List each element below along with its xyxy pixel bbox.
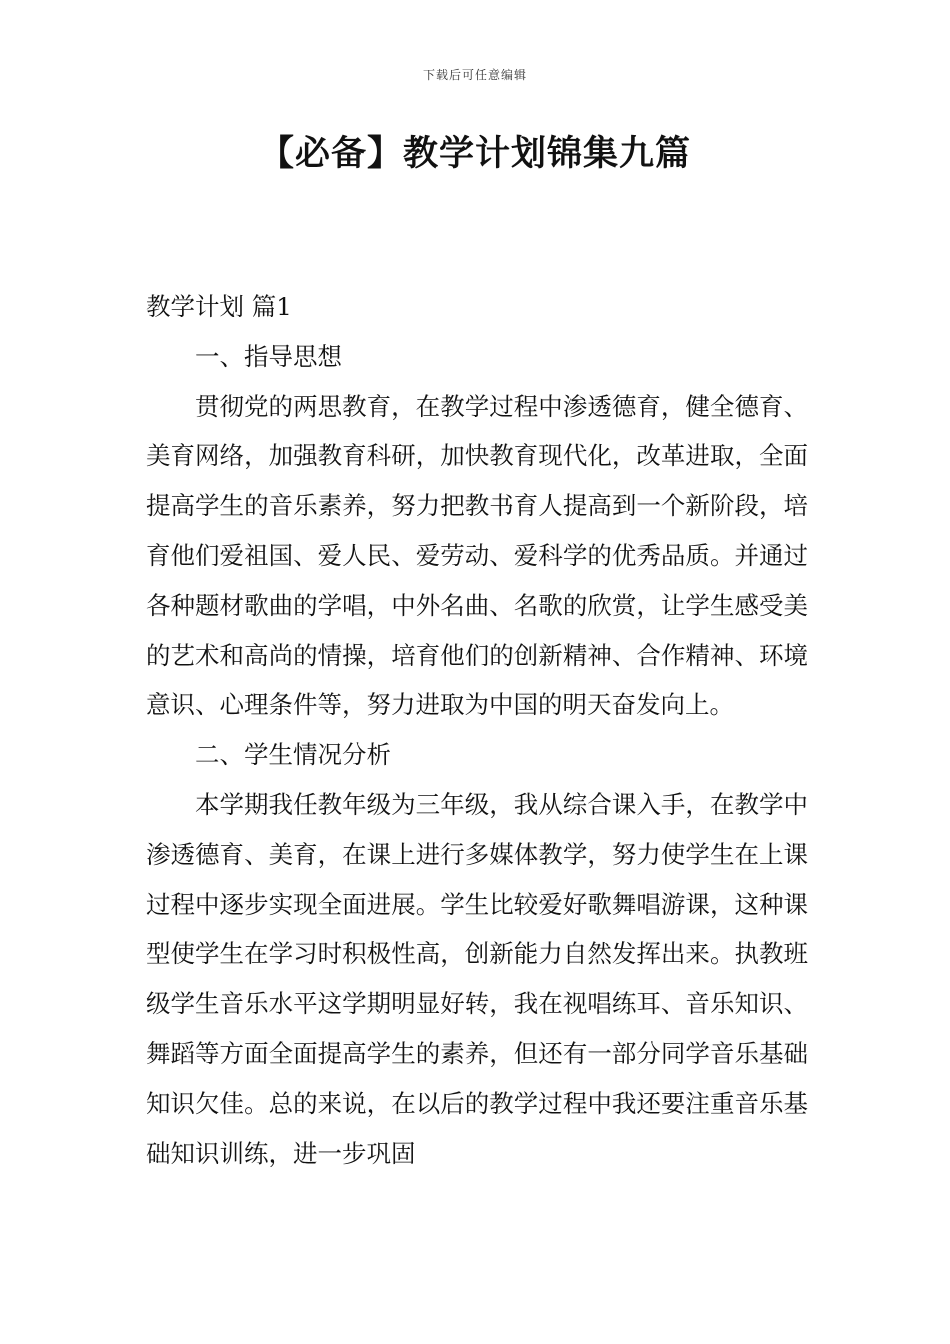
paragraph-student-analysis: 本学期我任教年级为三年级，我从综合课入手，在教学中渗透德育、美育，在课上进行多媒体教学，努力使学生在上课过程中逐步实现全面进展。学生比较爱好歌舞唱游课，这种课型使学生在学习时积极性高，创新能力自然发挥出来。执教班级学生音乐水平这学期明显好转，我在视唱练耳、音乐知识、舞蹈等方面全面提高学生的素养，但还有一部分同学音乐基础知识欠佳。总的来说，在以后的教学过程中我还要注重音乐基础知识训练，进一步巩固 — [146, 789, 808, 1168]
document-body — [146, 282, 808, 1178]
article-subtitle: 教学计划 篇1 — [146, 292, 292, 321]
section-heading-student-analysis: 二、学生情况分析 — [195, 740, 391, 770]
paragraph-guiding-ideology: 贯彻党的两思教育，在教学过程中渗透德育，健全德育、美育网络，加强教育科研，加快教育现代化，改革进取，全面提高学生的音乐素养，努力把教书育人提高到一个新阶段，培育他们爱祖国、爱人民、爱劳动、爱科学的优秀品质。并通过各种题材歌曲的学唱，中外名曲、名歌的欣赏，让学生感受美的艺术和高尚的情操，培育他们的创新精神、合作精神、环境意识、心理条件等，努力进取为中国的明天奋发向上。 — [146, 391, 808, 720]
document-title: 【必备】教学计划锦集九篇 — [258, 134, 691, 174]
page-header-note: 下载后可任意编辑 — [422, 68, 527, 82]
section-heading-guiding-ideology: 一、指导思想 — [195, 341, 342, 371]
